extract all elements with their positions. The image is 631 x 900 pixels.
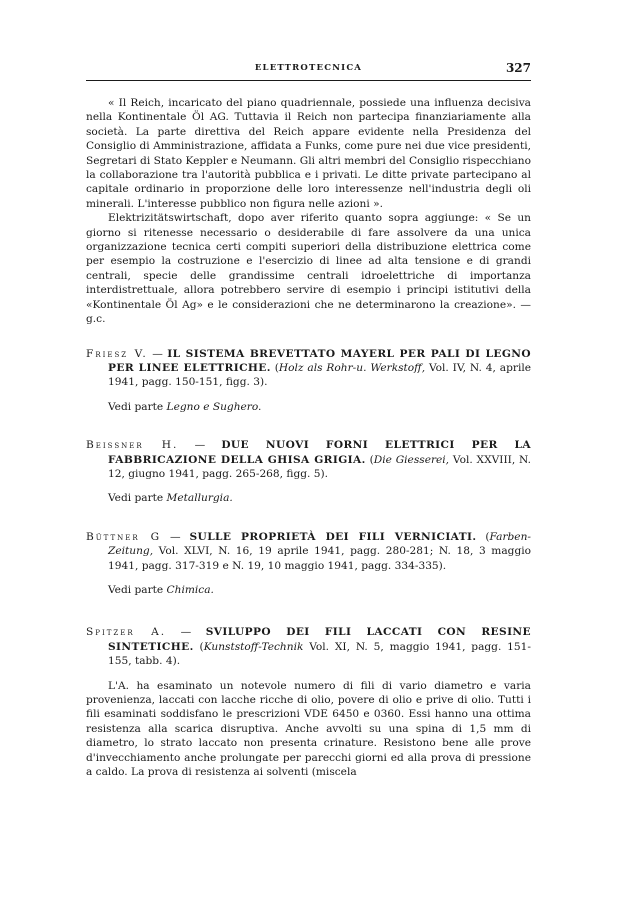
running-title: ELETTROTECNICA [254,63,363,73]
see-prefix: Vedi parte [108,492,167,505]
bibliography-entry [86,438,531,506]
entry-source: Die Giesserei, [373,453,450,466]
bibliography-entry [86,347,531,415]
see-target: Chimica. [166,583,214,596]
quote-paragraph-2: Elektrizitätswirtschaft, dopo aver riferito quanto sopra aggiunge: « Se un giorno si ritenesse necessario o desiderabile di fare assolvere da una unica organizzazione tecnica certi compiti superiori della distribuzione elettrica come per esempio la costruzione e l'esercizio di linee ad alta tensione e di grandi centrali, specie delle grandissime centrali idroelettriche di importanza interdistrettuale, allora potrebbero servire di esempio i principi istitutivi della «Kontinentale Öl Ag» e le considerazioni che ne determinarono la creazione». — g.c. [86,212,531,326]
entry-see-also [108,583,531,597]
entry-heading: Beissner H. — DUE NUOVI FORNI ELETTRICI PER LA FABBRICAZIONE DELLA GHISA GRIGIA. (Die Giesserei, Vol. XXVIII, N. 12, giugno 1941, pagg. 265-268, figg. 5). [86,439,532,480]
entry-see-also [108,400,531,414]
entry-details: Vol. IV, N. 4, aprile 1941, pagg. 150-151, figg. 3). [108,361,531,389]
entry-title: IL SISTEMA BREVETTATO MAYERL PER PALI DI LEGNO PER LINEE ELETTRICHE. [108,347,531,374]
entry-abstract: L'A. ha esaminato un notevole numero di fili di vario diametro e varia provenienza, laccati con lacche ricche di olio, povere di olio e prive di olio. Tutti i fili esaminati soddisfano le prescrizioni VDE 6450 e 0360. Essi hanno una ottima resistenza alla scarica disruptiva. Anche avvolti su una spina di 1,5 mm di diametro, lo strato laccato non presenta crinature. Resistono bene alle prove d'invecchiamento anche prolungate per parecchi giorni ed alla prova di pressione a caldo. La prova di resistenza ai solventi (miscela [86,679,531,779]
entry-dash: — [166,626,206,639]
see-prefix: Vedi parte [108,583,167,596]
quote-paragraph-1: « Il Reich, incaricato del piano quadriennale, possiede una influenza decisiva nella Kontinentale Öl AG. Tuttavia il Reich non partecipa finanziariamente alla società. La parte direttiva del Reich appare evidente nella Presidenza del Consiglio di Amministrazione, affidata a Funks, come pure nei due vice presidenti, Segretari di Stato Keppler e Neumann. Gli altri membri del Consiglio rispecchiano la collaborazione tra l'autorità pubblica e i privati. Le ditte private partecipano al capitale ordinario in proporzione delle loro interessenze nell'industria degli oli minerali. L'interesse pubblico non figura nelle azioni ». [86,97,531,210]
entry-see-also [108,491,531,505]
entry-heading: Friesz V. — IL SISTEMA BREVETTATO MAYERL PER PALI DI LEGNO PER LINEE ELETTRICHE. (Holz als Rohr-u. Werkstoff, Vol. IV, N. 4, aprile 1941, pagg. 150-151, figg. 3). [86,347,531,389]
page-body [86,96,531,779]
page-number: 327 [505,61,531,75]
entry-details: Vol. XI, N. 5, maggio 1941, pagg. 151-155, tabb. 4). [108,640,531,668]
bibliography-entry [86,625,531,779]
entry-author: Büttner G [86,530,162,543]
entry-title: SULLE PROPRIETÀ DEI FILI VERNICIATI. [189,530,477,543]
entry-heading: Büttner G — SULLE PROPRIETÀ DEI FILI VERNICIATI. (Farben-Zeitung, Vol. XLVI, N. 16, 19 aprile 1941, pagg. 280-281; N. 18, 3 maggio 1941, pagg. 317-319 e N. 19, 10 maggio 1941, pagg. 334-335). [86,530,531,572]
entry-details: Vol. XLVI, N. 16, 19 aprile 1941, pagg. 280-281; N. 18, 3 maggio 1941, pagg. 317-319 e N. 19, 10 maggio 1941, pagg. 334-335). [108,545,531,572]
see-target: Metallurgia. [166,492,233,505]
entry-title: SVILUPPO DEI FILI LACCATI CON RESINE SINTETICHE. [108,626,531,653]
header-rule [86,80,531,81]
entry-author: Friesz V. [86,347,148,360]
entry-title: DUE NUOVI FORNI ELETTRICI PER LA FABBRICAZIONE DELLA GHISA GRIGIA. [108,439,532,466]
entry-source: Farben-Zeitung, [108,530,531,558]
entry-heading: Spitzer A. — SVILUPPO DEI FILI LACCATI CON RESINE SINTETICHE. (Kunststoff-Technik Vol. XI, N. 5, maggio 1941, pagg. 151-155, tabb. 4). [86,626,531,668]
bibliography-entry [86,530,531,598]
see-target: Legno e Sughero. [166,400,262,413]
entry-source: Holz als Rohr-u. Werkstoff, [278,361,426,374]
entry-dash: — [161,530,190,543]
entry-dash: — [178,439,222,452]
entry-author: Spitzer A. [86,626,167,639]
entry-source: Kunststoff-Technik [203,640,304,653]
entry-author: Beissner H. [86,439,179,452]
see-prefix: Vedi parte [108,400,167,413]
page-header [86,62,531,78]
entry-details: Vol. XXVIII, N. 12, giugno 1941, pagg. 265-268, figg. 5). [108,453,531,480]
entry-dash: — [147,347,168,360]
